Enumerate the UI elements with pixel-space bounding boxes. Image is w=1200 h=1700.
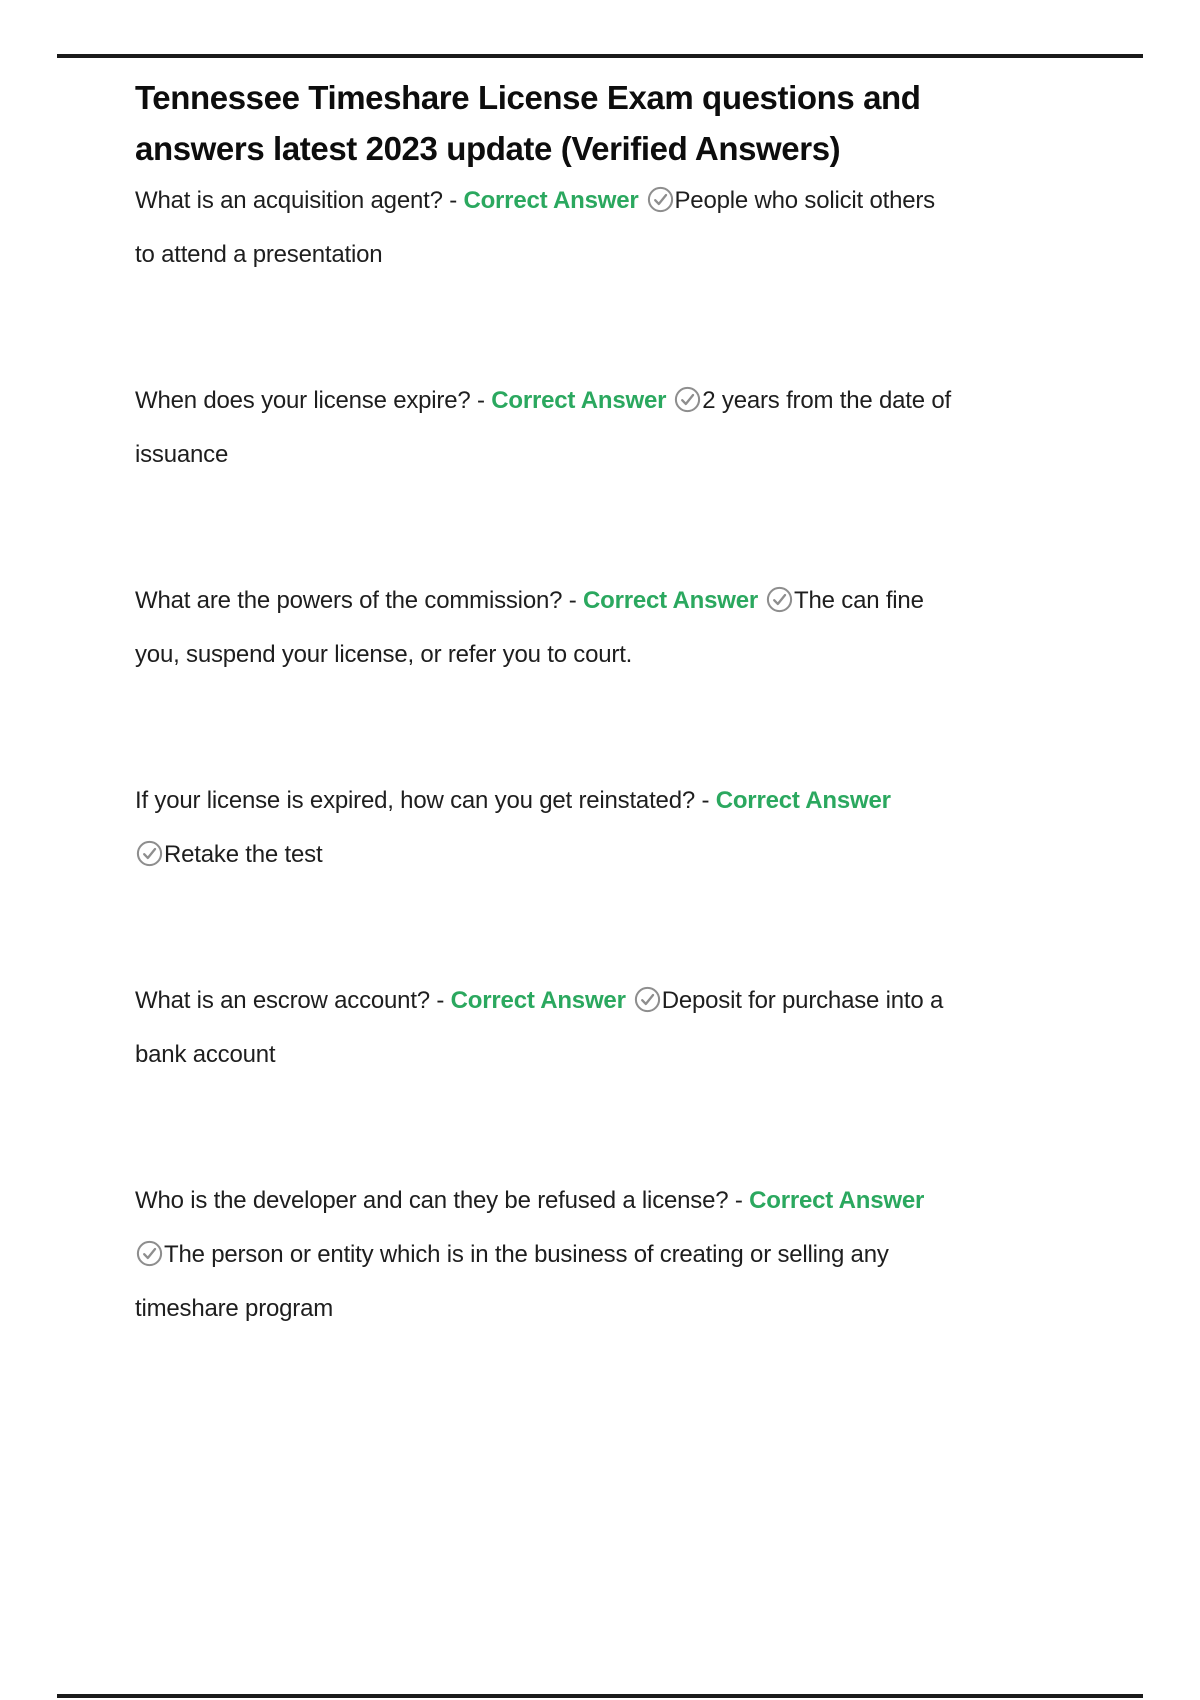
- correct-answer-label: Correct Answer: [715, 787, 891, 814]
- qa-item: [135, 974, 1095, 1082]
- question-text: What is an acquisition agent? -: [135, 187, 464, 214]
- check-circle-icon: [673, 385, 702, 414]
- question-text: When does your license expire? -: [135, 387, 492, 414]
- qa-item: [135, 374, 1095, 482]
- answer-text: The can fine: [794, 587, 924, 614]
- qa-line: [135, 628, 1095, 682]
- answer-text: to attend a presentation: [135, 241, 383, 268]
- correct-answer-label: Correct Answer: [749, 1187, 925, 1214]
- qa-line: [135, 374, 1095, 428]
- correct-answer-label: Correct Answer: [450, 987, 626, 1014]
- correct-answer-label: Correct Answer: [463, 187, 639, 214]
- qa-item: [135, 1174, 1095, 1336]
- check-circle-icon: [135, 1239, 164, 1268]
- answer-text: People who solicit others: [674, 187, 935, 214]
- answer-text: Deposit for purchase into a: [661, 987, 944, 1014]
- qa-line: [135, 1028, 1095, 1082]
- question-text: What are the powers of the commission? -: [135, 587, 583, 614]
- qa-line: [135, 828, 1095, 882]
- qa-line: [135, 1174, 1095, 1228]
- qa-line: [135, 1228, 1095, 1282]
- qa-line: [135, 228, 1095, 282]
- check-circle-icon: [765, 585, 794, 614]
- answer-text: timeshare program: [135, 1295, 334, 1322]
- qa-line: [135, 428, 1095, 482]
- answer-text: Retake the test: [164, 841, 323, 868]
- answer-text: 2 years from the date of: [702, 387, 951, 414]
- qa-line: [135, 1282, 1095, 1336]
- answer-text: you, suspend your license, or refer you to court.: [135, 641, 633, 668]
- correct-answer-label: Correct Answer: [491, 387, 667, 414]
- question-text: If your license is expired, how can you get reinstated? -: [135, 787, 716, 814]
- qa-line: [135, 574, 1095, 628]
- top-rule: [57, 54, 1143, 58]
- qa-item: [135, 774, 1095, 882]
- correct-answer-label: Correct Answer: [583, 587, 759, 614]
- page-title-line: Tennessee Timeshare License Exam questions and: [135, 79, 921, 116]
- qa-item: [135, 174, 1095, 282]
- page-title: [135, 72, 1095, 174]
- qa-line: [135, 774, 1095, 828]
- bottom-rule: [57, 1694, 1143, 1698]
- answer-text: The person or entity which is in the business of creating or selling any: [164, 1241, 889, 1268]
- qa-line: [135, 974, 1095, 1028]
- page-title-line: answers latest 2023 update (Verified Answers): [135, 130, 841, 167]
- question-text: What is an escrow account? -: [135, 987, 451, 1014]
- qa-list: [135, 174, 1095, 1336]
- document-content: [135, 72, 1095, 1428]
- check-circle-icon: [135, 839, 164, 868]
- qa-line: [135, 174, 1095, 228]
- question-text: Who is the developer and can they be refused a license? -: [135, 1187, 750, 1214]
- check-circle-icon: [646, 185, 675, 214]
- qa-item: [135, 574, 1095, 682]
- answer-text: bank account: [135, 1041, 276, 1068]
- check-circle-icon: [633, 985, 662, 1014]
- answer-text: issuance: [135, 441, 229, 468]
